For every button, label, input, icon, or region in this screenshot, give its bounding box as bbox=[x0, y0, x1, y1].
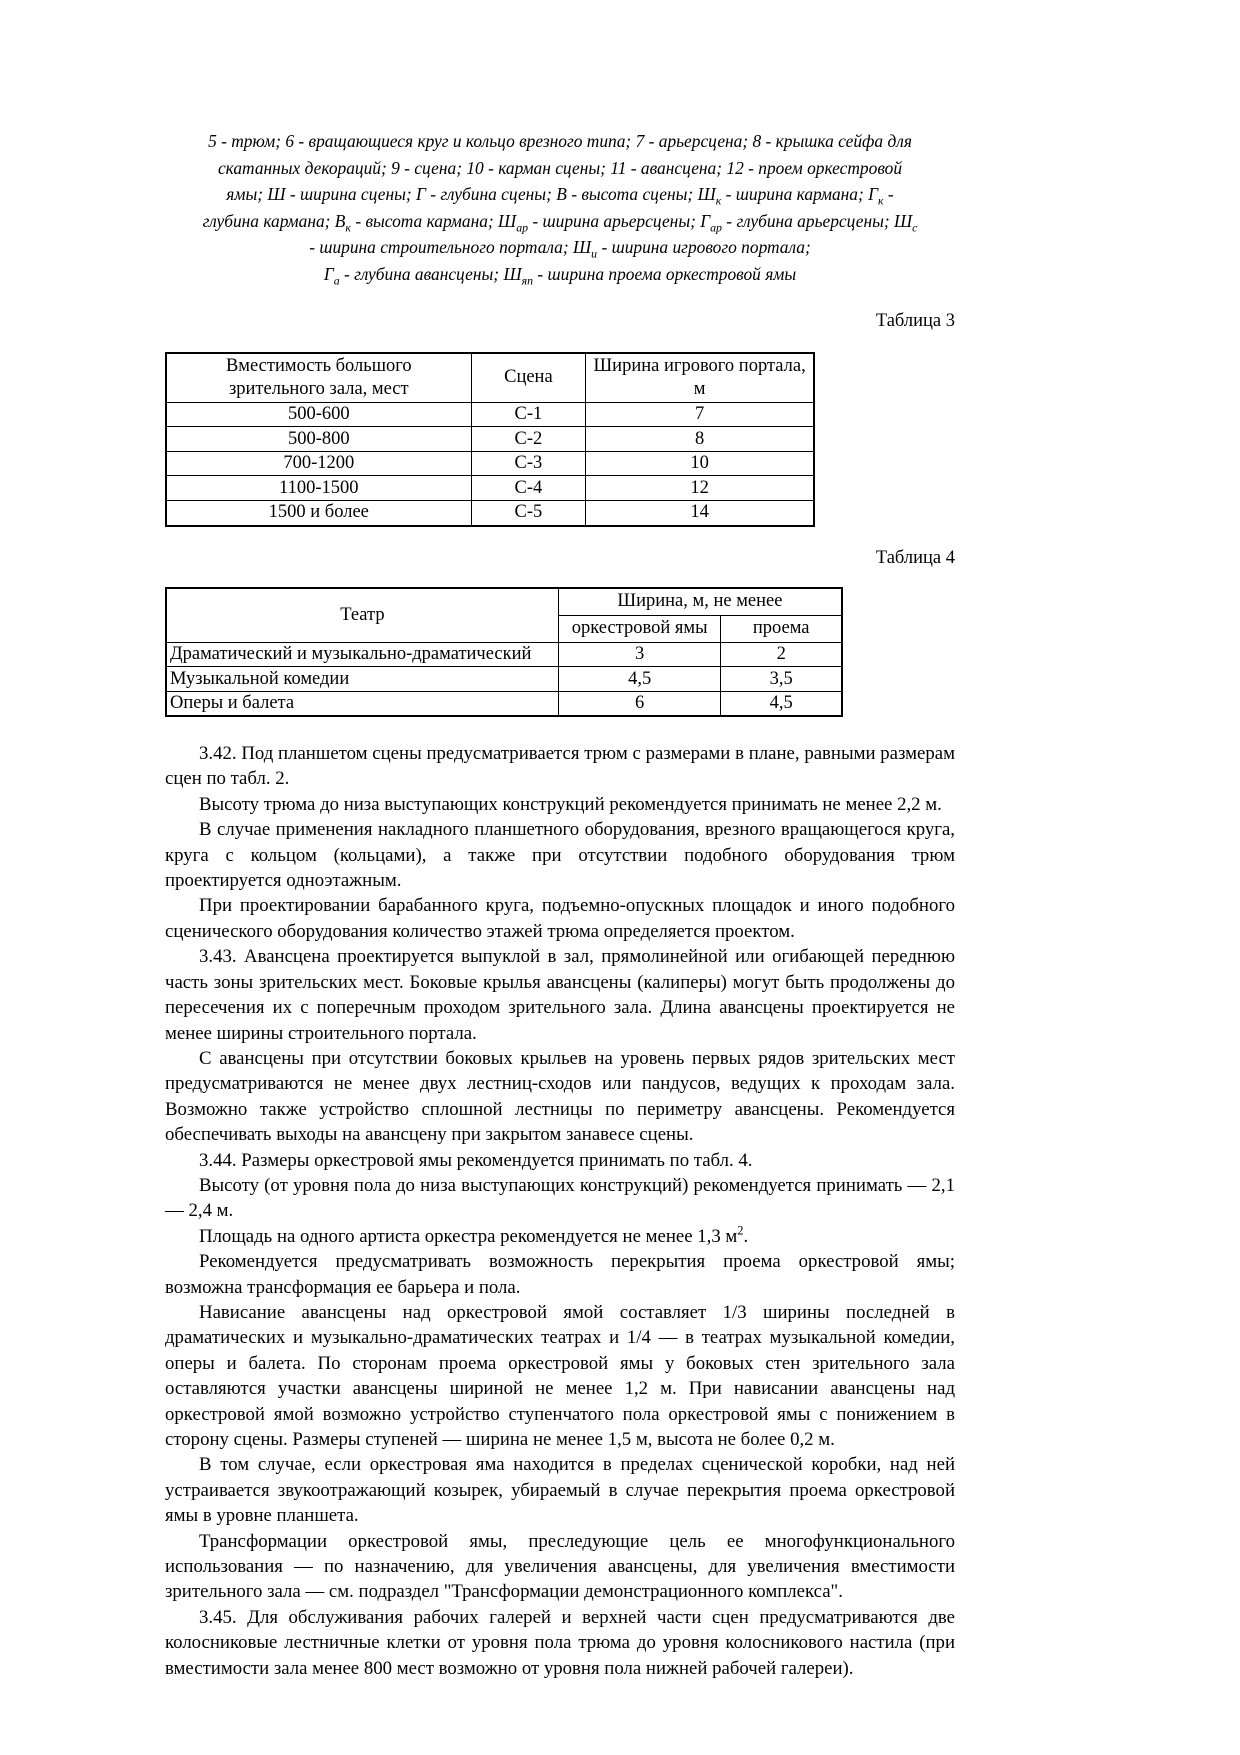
table3-cell: С-5 bbox=[471, 500, 586, 525]
table3-cell: С-2 bbox=[471, 427, 586, 452]
table-row bbox=[166, 451, 814, 476]
sub-ar: ар bbox=[710, 220, 722, 235]
table4-header-pit: оркестровой ямы bbox=[558, 615, 721, 642]
table-row bbox=[166, 476, 814, 501]
table3-header-portal-width bbox=[586, 353, 814, 403]
table3-cell: 500-800 bbox=[166, 427, 471, 452]
caption-line-1: 5 - трюм; 6 - вращающиеся круг и кольцо врезного типа; 7 - арьерсцена; 8 - крышка сейфа для bbox=[208, 131, 912, 151]
paragraph-pit-height: Высоту (от уровня пола до низа выступающих конструкций) рекомендуется принимать — 2,1 — 2,4 м. bbox=[165, 1174, 955, 1222]
area-text-after: . bbox=[743, 1225, 749, 1247]
paragraph-3-42: 3.42. Под планшетом сцены предусматривается трюм с размерами в плане, равными размерам сцен по табл. 2. bbox=[165, 743, 955, 790]
sub-ar: ар bbox=[516, 220, 529, 235]
table3-header-portal-line1: Ширина игрового портала, bbox=[593, 355, 806, 376]
figure-caption bbox=[165, 128, 955, 288]
table3-body bbox=[166, 402, 814, 525]
table-row bbox=[166, 691, 842, 716]
table4-head bbox=[166, 588, 842, 643]
table3-wrapper bbox=[165, 352, 955, 527]
table-row bbox=[166, 667, 842, 692]
paragraph-pit-cover: Рекомендуется предусматривать возможность перекрытия проема оркестровой ямы; возможна трансформация ее барьера и пола. bbox=[165, 1251, 955, 1298]
caption-line-5: - ширина строительного портала; $Ш_и$ - ширина игрового портала; bbox=[309, 237, 811, 261]
paragraph-3-45: 3.45. Для обслуживания рабочих галерей и верхней части сцен предусматриваются две колосниковые лестничные клетки от уровня пола трюма до уровня колосникового настила (при вместимости зала менее 800 мест возможно от уровня пола нижней рабочей галереи). bbox=[165, 1606, 955, 1679]
table4-cell: Оперы и балета bbox=[166, 691, 558, 716]
sub-a: а bbox=[333, 273, 340, 288]
table3-cell: С-4 bbox=[471, 476, 586, 501]
table3-cell: 14 bbox=[586, 500, 814, 525]
paragraph-stairs: С авансцены при отсутствии боковых крыльев на уровень первых рядов зрительских мест предусматриваются не менее двух лестниц-сходов или пандусов, ведущих к проходам зала. Возможно также устройство сплошной лестницы по периметру авансцены. Рекомендуется обеспечивать выходы на авансцену при закрытом занавесе сцены. bbox=[165, 1047, 955, 1146]
sub-yap: яп bbox=[521, 273, 534, 288]
sub-i: и bbox=[591, 246, 598, 261]
square-meter-exponent: 2 bbox=[737, 1223, 744, 1238]
table4-cell: 6 bbox=[558, 691, 721, 716]
paragraph-overlay-equipment: В случае применения накладного планшетного оборудования, врезного вращающегося круга, круга с кольцом (кольцами), а также при отсутствии подобного оборудования трюм проектируется одноэтажным. bbox=[165, 819, 955, 892]
table3-cell: 700-1200 bbox=[166, 451, 471, 476]
body-text bbox=[165, 741, 955, 1681]
paragraph-3-44: 3.44. Размеры оркестровой ямы рекомендуется принимать по табл. 4. bbox=[199, 1149, 753, 1171]
paragraph-drum-circle: При проектировании барабанного круга, подъемно-опускных площадок и иного подобного сценического оборудования количество этажей трюма определяется проектом. bbox=[165, 895, 955, 942]
sub-s: с bbox=[912, 220, 918, 235]
table4-header-row-1 bbox=[166, 588, 842, 616]
table3-cell: 12 bbox=[586, 476, 814, 501]
table-4 bbox=[165, 587, 843, 718]
paragraph-area-per-musician bbox=[165, 1224, 955, 1249]
caption-line-6: $Г_а$ - глубина авансцены; $Ш_{яп}$ - ширина проема оркестровой ямы bbox=[323, 263, 797, 288]
table3-cell: С-1 bbox=[471, 402, 586, 427]
table3-cell: С-3 bbox=[471, 451, 586, 476]
table-row bbox=[166, 402, 814, 427]
table3-header-row bbox=[166, 353, 814, 403]
table3-header-stage: Сцена bbox=[471, 353, 586, 403]
table-row bbox=[166, 500, 814, 525]
caption-line-3: ямы; Ш - ширина сцены; Г - глубина сцены; В - высота сцены; $Ш_к$ - ширина кармана; $Г_к$ - bbox=[226, 184, 894, 208]
table4-cell: Музыкальной комедии bbox=[166, 667, 558, 692]
paragraph-3-43: 3.43. Авансцена проектируется выпуклой в зал, прямолинейной или огибающей переднюю часть зоны зрительских мест. Боковые крылья авансцены (калиперы) могут быть продолжены до пересечения их с поперечным проходом зрительного зала. Длина авансцены проектируется не менее ширины строительного портала. bbox=[165, 946, 955, 1044]
table3-header-capacity-line2: зрительного зала, мест bbox=[228, 378, 409, 399]
table-3 bbox=[165, 352, 815, 527]
table3-cell: 500-600 bbox=[166, 402, 471, 427]
table4-cell: 4,5 bbox=[558, 667, 721, 692]
table4-wrapper bbox=[165, 587, 955, 718]
table3-cell: 8 bbox=[586, 427, 814, 452]
page-content bbox=[165, 128, 955, 1681]
table3-cell: 7 bbox=[586, 402, 814, 427]
paragraph-sound-canopy: В том случае, если оркестровая яма находится в пределах сценической коробки, над ней устраивается звукоотражающий козырек, убираемый в случае перекрытия проема оркестровой ямы в уровне планшета. bbox=[165, 1454, 955, 1527]
table4-cell: 2 bbox=[721, 642, 842, 667]
table3-header-capacity bbox=[166, 353, 471, 403]
table4-header-opening: проема bbox=[721, 615, 842, 642]
sub-k: к bbox=[878, 193, 884, 208]
table4-body bbox=[166, 642, 842, 716]
sub-k: к bbox=[345, 220, 351, 235]
table-row bbox=[166, 427, 814, 452]
table3-cell: 1100-1500 bbox=[166, 476, 471, 501]
table-row bbox=[166, 642, 842, 667]
table3-cell: 1500 и более bbox=[166, 500, 471, 525]
table4-header-width-group: Ширина, м, не менее bbox=[558, 588, 842, 616]
paragraph-transformations: Трансформации оркестровой ямы, преследующие цель ее многофункционального использования — по назначению, для увеличения авансцены, для увеличения вместимости зрительного зала — см. подраздел "Трансформации демонстрационного комплекса". bbox=[165, 1530, 955, 1603]
table3-cell: 10 bbox=[586, 451, 814, 476]
table4-cell: Драматический и музыкально-драматический bbox=[166, 642, 558, 667]
caption-line-2: скатанных декораций; 9 - сцена; 10 - карман сцены; 11 - авансцена; 12 - проем оркестровой bbox=[217, 157, 903, 178]
table3-header-capacity-line1: Вместимость большого bbox=[225, 355, 412, 376]
table3-head bbox=[166, 353, 814, 403]
table3-label: Таблица 3 bbox=[875, 310, 955, 331]
table4-cell: 4,5 bbox=[721, 691, 842, 716]
caption-line-4: глубина кармана; $В_к$ - высота кармана; $Ш_{ар}$ - ширина арьерсцены; $Г_{ар}$ - глубина арьерсцены; $Ш_с$ bbox=[202, 210, 918, 235]
table4-header-theatre: Театр bbox=[166, 588, 558, 643]
table3-header-portal-line2: м bbox=[693, 378, 706, 399]
table4-cell: 3 bbox=[558, 642, 721, 667]
table4-cell: 3,5 bbox=[721, 667, 842, 692]
sub-k: к bbox=[715, 193, 722, 208]
area-text-before: Площадь на одного артиста оркестра рекомендуется не менее 1,3 м bbox=[199, 1225, 738, 1247]
table4-label: Таблица 4 bbox=[875, 547, 955, 568]
paragraph-overhang: Нависание авансцены над оркестровой ямой составляет 1/3 ширины последней в драматических и музыкально-драматических театрах и 1/4 — в театрах музыкальной комедии, оперы и балета. По сторонам проема оркестровой ямы у боковых стен зрительного зала оставляются участки авансцены шириной не менее 1,2 м. При нависании авансцены над оркестровой ямой возможно устройство ступенчатого пола оркестровой ямы с понижением в сторону сцены. Размеры ступеней — ширина не менее 1,5 м, высота не более 0,2 м. bbox=[165, 1301, 955, 1450]
paragraph-trum-height: Высоту трюма до низа выступающих конструкций рекомендуется принимать не менее 2,2 м. bbox=[199, 793, 942, 815]
